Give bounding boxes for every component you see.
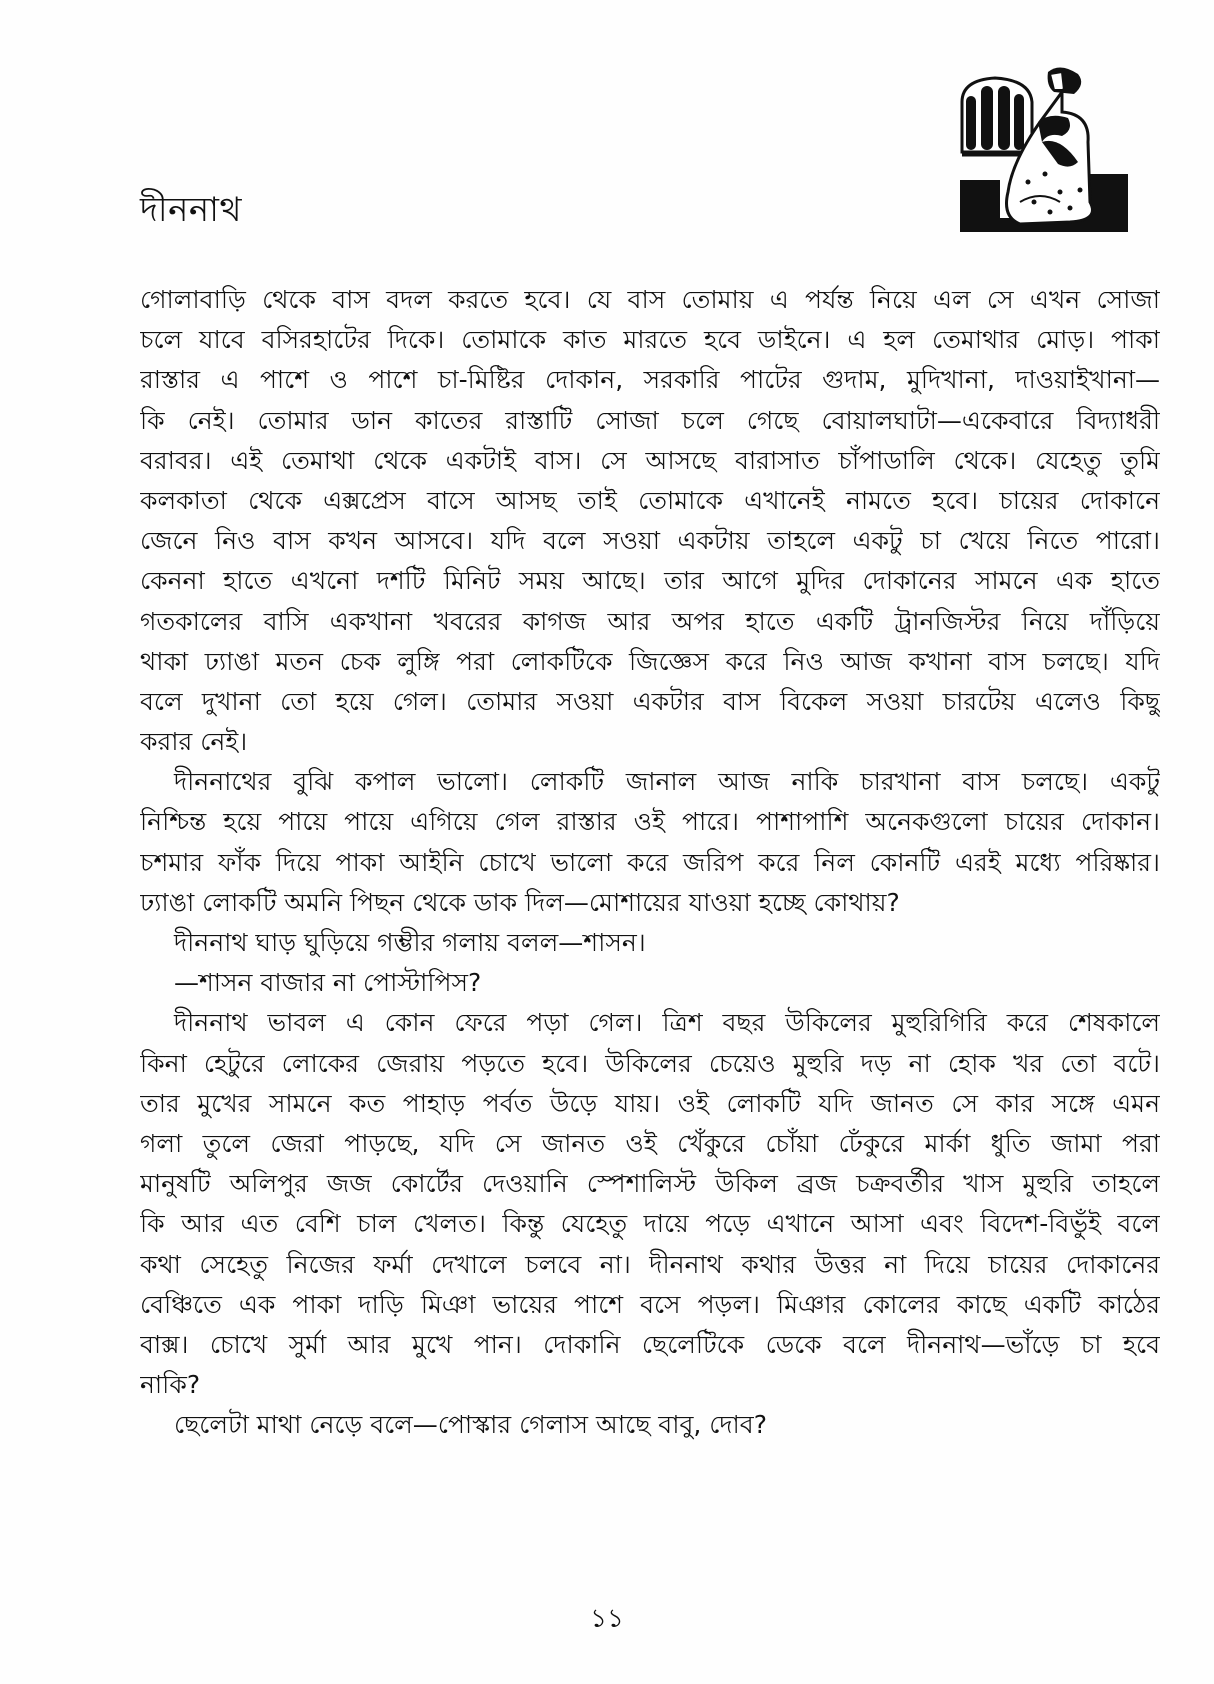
text-line: কথা সেহেতু নিজের ফর্মা দেখালে চলবে না। দীননাথ কথার উত্তর না দিয়ে চায়ের দোকানের (140, 1249, 1160, 1279)
text-line: বাক্স। চোখে সুর্মা আর মুখে পান। দোকানি ছেলেটিকে ডেকে বলে দীননাথ—ভাঁড়ে চা হবে (140, 1329, 1160, 1359)
text-line: নিশ্চিন্ত হয়ে পায়ে পায়ে এগিয়ে গেল রাস্তার ওই পারে। পাশাপাশি অনেকগুলো চায়ের দোকান। (140, 807, 1160, 837)
text-line: চলে যাবে বসিরহাটের দিকে। তোমাকে কাত মারতে হবে ডাইনে। এ হল তেমাথার মোড়। পাকা (140, 325, 1160, 355)
text-line: মানুষটি অলিপুর জজ কোর্টের দেওয়ানি স্পেশালিস্ট উকিল ব্রজ চক্রবর্তীর খাস মুহুরি তাহলে (140, 1169, 1160, 1199)
text-line: দীননাথ ভাবল এ কোন ফেরে পড়া গেল। ত্রিশ বছর উকিলের মুহুরিগিরি করে শেষকালে (174, 1008, 1160, 1038)
text-line: কি আর এত বেশি চাল খেলত। কিন্তু যেহেতু দায়ে পড়ে এখানে আসা এবং বিদেশ-বিভুঁই বলে (140, 1209, 1160, 1239)
chapter-title: দীননাথ (140, 190, 243, 230)
text-line: রাস্তার এ পাশে ও পাশে চা-মিষ্টির দোকান, সরকারি পাটের গুদাম, মুদিখানা, দাওয়াইখানা— (140, 365, 1160, 395)
text-line: —শাসন বাজার না পোস্টাপিস? (174, 968, 482, 998)
text-line: কি নেই। তোমার ডান কাতের রাস্তাটি সোজা চলে গেছে বোয়ালঘাটা—একেবারে বিদ্যাধরী (140, 405, 1160, 435)
text-line: গতকালের বাসি একখানা খবরের কাগজ আর অপর হাতে একটি ট্রানজিস্টর নিয়ে দাঁড়িয়ে (140, 606, 1160, 636)
text-line: গলা তুলে জেরা পাড়ছে, যদি সে জানত ওই খেঁকুরে চোঁয়া ঢেঁকুরে মার্কা ধুতি জামা পরা (140, 1128, 1160, 1158)
page-number: ১১ (590, 1604, 624, 1634)
text-line: বেঞ্চিতে এক পাকা দাড়ি মিঞা ভায়ের পাশে বসে পড়ল। মিঞার কোলের কাছে একটি কাঠের (140, 1289, 1160, 1319)
text-line: জেনে নিও বাস কখন আসবে। যদি বলে সওয়া একটায় তাহলে একটু চা খেয়ে নিতে পারো। (140, 526, 1160, 556)
text-line: তার মুখের সামনে কত পাহাড় পর্বত উড়ে যায়। ওই লোকটি যদি জানত সে কার সঙ্গে এমন (140, 1088, 1160, 1118)
text-line: বলে দুখানা তো হয়ে গেল। তোমার সওয়া একটার বাস বিকেল সওয়া চারটেয় এলেও কিছু (140, 686, 1160, 716)
text-line: দীননাথ ঘাড় ঘুড়িয়ে গম্ভীর গলায় বলল—শাসন। (174, 928, 646, 957)
text-line: কলকাতা থেকে এক্সপ্রেস বাসে আসছ তাই তোমাকে এখানেই নামতে হবে। চায়ের দোকানে (140, 485, 1160, 515)
text-line: কিনা হেটুরে লোকের জেরায় পড়তে হবে। উকিলের চেয়েও মুহুরি দড় না হোক খর তো বটে। (140, 1048, 1160, 1078)
body-text (140, 280, 1160, 1445)
text-line: করার নেই। (140, 727, 248, 757)
text-line: গোলাবাড়ি থেকে বাস বদল করতে হবে। যে বাস তোমায় এ পর্যন্ত নিয়ে এল সে এখন সোজা (140, 285, 1160, 314)
text-line: দীননাথের বুঝি কপাল ভালো। লোকটি জানাল আজ নাকি চারখানা বাস চলছে। একটু (174, 767, 1160, 797)
woman-seated-illustration-icon (950, 52, 1130, 232)
text-line: কেননা হাতে এখনো দশটি মিনিট সময় আছে। তার আগে মুদির দোকানের সামনে এক হাতে (140, 566, 1160, 596)
text-line: ঢ্যাঙা লোকটি অমনি পিছন থেকে ডাক দিল—মোশায়ের যাওয়া হচ্ছে কোথায়? (140, 887, 900, 917)
text-line: ছেলেটা মাথা নেড়ে বলে—পোস্কার গেলাস আছে বাবু, দোব? (174, 1410, 767, 1440)
text-line: বরাবর। এই তেমাথা থেকে একটাই বাস। সে আসছে বারাসাত চাঁপাডালি থেকে। যেহেতু তুমি (140, 445, 1160, 475)
text-line: নাকি? (140, 1370, 201, 1400)
illustration-woman-by-window (950, 52, 1130, 232)
text-line: চশমার ফাঁক দিয়ে পাকা আইনি চোখে ভালো করে জরিপ করে নিল কোনটি এরই মধ্যে পরিষ্কার। (140, 847, 1160, 877)
text-line: থাকা ঢ্যাঙা মতন চেক লুঙ্গি পরা লোকটিকে জিজ্ঞেস করে নিও আজ কখানা বাস চলছে। যদি (140, 646, 1160, 676)
